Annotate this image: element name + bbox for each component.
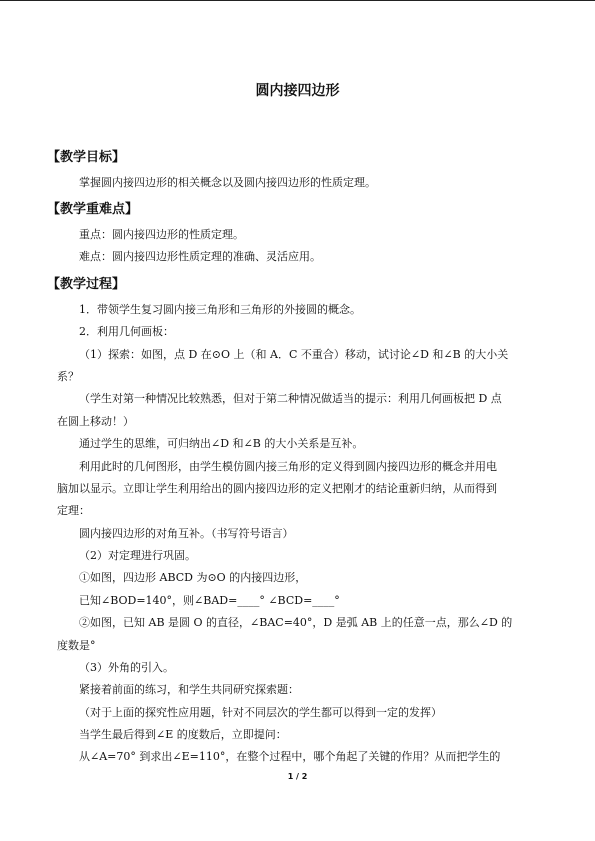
page-top-rule	[0, 0, 595, 1]
text-line: 在圆上移动！）	[57, 415, 134, 428]
text-line: 紧接着前面的练习，和学生共同研究探索题：	[79, 683, 299, 696]
text-line: 通过学生的思维，可归纳出∠D 和∠B 的大小关系是互补。	[79, 437, 364, 450]
section-heading-key-points: 【教学重难点】	[47, 202, 139, 217]
text-line: 利用此时的几何图形，由学生模仿圆内接三角形的定义得到圆内接四边形的概念并用电	[79, 460, 497, 473]
text-line: ②如图，已知 AB 是圆 O 的直径，∠BAC=40°，D 是弧 AB 上的任意一点，那么∠D 的	[79, 616, 513, 629]
text-line: 难点：圆内接四边形性质定理的准确、灵活应用。	[79, 250, 321, 263]
text-line: （1）探索：如图，点 D 在⊙O 上（和 A．C 不重合）移动，试讨论∠D 和∠B 的大小关	[79, 348, 509, 361]
text-line: （3）外角的引入。	[79, 661, 174, 674]
page-number: 1 / 2	[287, 772, 308, 781]
text-line: 当学生最后得到∠E 的度数后，立即提问：	[79, 728, 287, 741]
text-line: 定理：	[57, 504, 90, 517]
text-line: 度数是°	[57, 639, 96, 652]
text-line: ①如图，四边形 ABCD 为⊙O 的内接四边形，	[79, 571, 307, 584]
text-line: （学生对第一种情况比较熟悉，但对于第二种情况做适当的提示：利用几何画板把 D 点	[79, 392, 502, 405]
text-line: 圆内接四边形的对角互补。（书写符号语言）	[79, 527, 294, 540]
text-line: 2．利用几何画板：	[79, 325, 174, 338]
text-line: 系？	[57, 370, 79, 383]
section-heading-process: 【教学过程】	[47, 277, 126, 292]
text-line: 重点：圆内接四边形的性质定理。	[79, 228, 244, 241]
section-heading-goals: 【教学目标】	[47, 150, 126, 165]
text-line: 脑加以显示。立即让学生利用给出的圆内接四边形的定义把刚才的结论重新归纳，从而得到	[57, 482, 497, 495]
text-line: 从∠A=70° 到求出∠E=110°，在整个过程中，哪个角起了关键的作用？从而把学生的	[79, 750, 501, 763]
text-line: 掌握圆内接四边形的相关概念以及圆内接四边形的性质定理。	[79, 176, 376, 189]
text-line: 1．带领学生复习圆内接三角形和三角形的外接圆的概念。	[79, 303, 361, 316]
text-line: （2）对定理进行巩固。	[79, 549, 196, 562]
document-title: 圆内接四边形	[255, 83, 340, 99]
text-line: （对于上面的探究性应用题，针对不同层次的学生都可以得到一定的发挥）	[79, 706, 442, 719]
text-line: 已知∠BOD=140°，则∠BAD=____° ∠BCD=____°	[79, 594, 340, 607]
